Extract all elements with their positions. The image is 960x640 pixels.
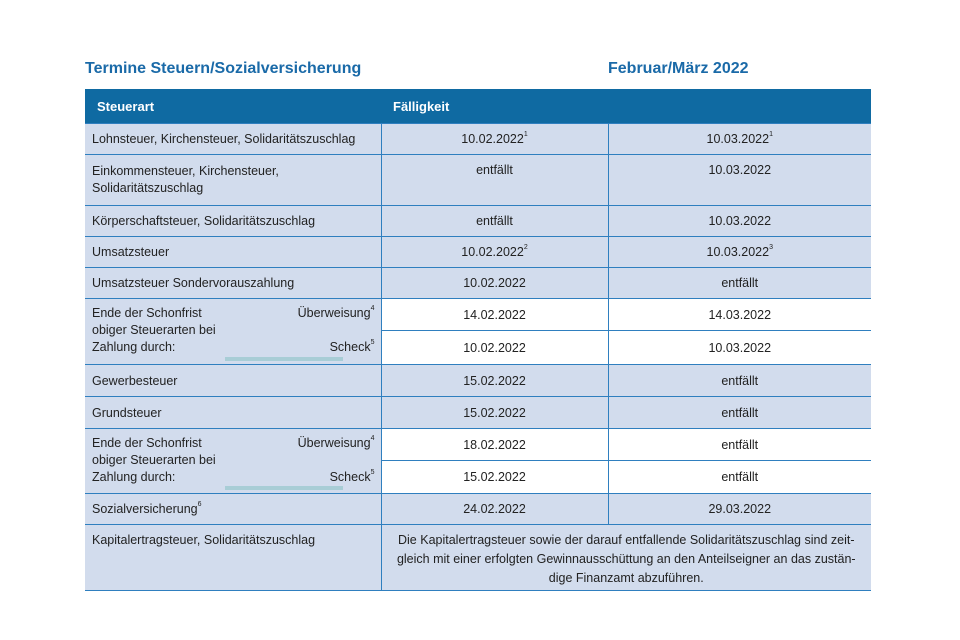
header-steuerart: Steuerart — [85, 89, 381, 124]
row-label: Körperschaftsteuer, Solidaritätszuschlag — [85, 206, 381, 237]
row-label: Ende der Schonfrist obiger Steuerarten bei Zahlung durch: — [92, 306, 216, 354]
period-title: Februar/März 2022 — [608, 60, 749, 77]
table-row — [85, 268, 871, 299]
decorative-bar — [225, 357, 343, 361]
table-row — [85, 365, 871, 397]
table-row — [85, 299, 871, 331]
date-mar: 10.03.2022 — [608, 155, 871, 206]
date-feb: 15.02.2022 — [381, 397, 608, 429]
table-row — [85, 124, 871, 155]
header-faelligkeit: Fälligkeit — [381, 89, 871, 124]
date-feb: 18.02.2022 — [381, 429, 608, 461]
date-mar: entfällt — [608, 268, 871, 299]
row-label: Gewerbesteuer — [85, 365, 381, 397]
tax-schedule-table — [85, 89, 871, 591]
ueberweisung-label: Überweisung$^4$ — [297, 435, 375, 450]
date-mar: entfällt — [608, 461, 871, 494]
table-row — [85, 155, 871, 206]
date-feb: 10.02.2022 — [381, 268, 608, 299]
date-feb: 15.02.2022 — [381, 461, 608, 494]
row-label: Kapitalertragsteuer, Solidaritätszuschlag — [85, 525, 381, 591]
date-feb: 10.02.2022 — [381, 331, 608, 365]
row-label: Grundsteuer — [85, 397, 381, 429]
date-mar: 10.03.2022$^3$ — [608, 237, 871, 268]
kapitalertragsteuer-note: Die Kapitalertragsteuer sowie der darauf entfallende Solidaritätszuschlag sind zeit- gleich mit einer erfolgten Gewinnausschüttung an den Anteilseigner an das zustän- dige Finanzamt abzuführen. — [381, 525, 871, 591]
date-feb: 10.02.2022$^1$ — [381, 124, 608, 155]
date-feb: 15.02.2022 — [381, 365, 608, 397]
row-label: Ende der Schonfrist obiger Steuerarten bei Zahlung durch: — [92, 436, 216, 484]
date-mar: 10.03.2022 — [608, 331, 871, 365]
table-row — [85, 206, 871, 237]
row-label: Umsatzsteuer — [85, 237, 381, 268]
page-title: Termine Steuern/Sozialversicherung — [85, 60, 362, 77]
date-feb: 10.02.2022$^2$ — [381, 237, 608, 268]
ueberweisung-label: Überweisung$^4$ — [297, 305, 375, 320]
scheck-label: Scheck$^5$ — [329, 469, 375, 484]
date-mar: 14.03.2022 — [608, 299, 871, 331]
row-label: Umsatzsteuer Sondervorauszahlung — [85, 268, 381, 299]
date-mar: entfällt — [608, 429, 871, 461]
decorative-bar — [225, 486, 343, 490]
date-mar: 10.03.2022 — [608, 206, 871, 237]
table-row — [85, 525, 871, 591]
date-feb: 24.02.2022 — [381, 494, 608, 525]
table-row — [85, 429, 871, 461]
date-feb: entfällt — [381, 206, 608, 237]
table-row — [85, 237, 871, 268]
row-label: Sozialversicherung$^6$ — [85, 494, 381, 525]
row-label: Lohnsteuer, Kirchensteuer, Solidaritätszuschlag — [85, 124, 381, 155]
table-row — [85, 397, 871, 429]
date-mar: entfällt — [608, 365, 871, 397]
row-label: Einkommensteuer, Kirchensteuer, Solidaritätszuschlag — [85, 155, 381, 206]
date-mar: 29.03.2022 — [608, 494, 871, 525]
schonfrist-label-cell — [85, 299, 381, 365]
date-feb: 14.02.2022 — [381, 299, 608, 331]
schonfrist-label-cell — [85, 429, 381, 494]
scheck-label: Scheck$^5$ — [329, 339, 375, 354]
date-mar: 10.03.2022$^1$ — [608, 124, 871, 155]
date-feb: entfällt — [381, 155, 608, 206]
table-header — [85, 89, 871, 124]
date-mar: entfällt — [608, 397, 871, 429]
table-row — [85, 494, 871, 525]
